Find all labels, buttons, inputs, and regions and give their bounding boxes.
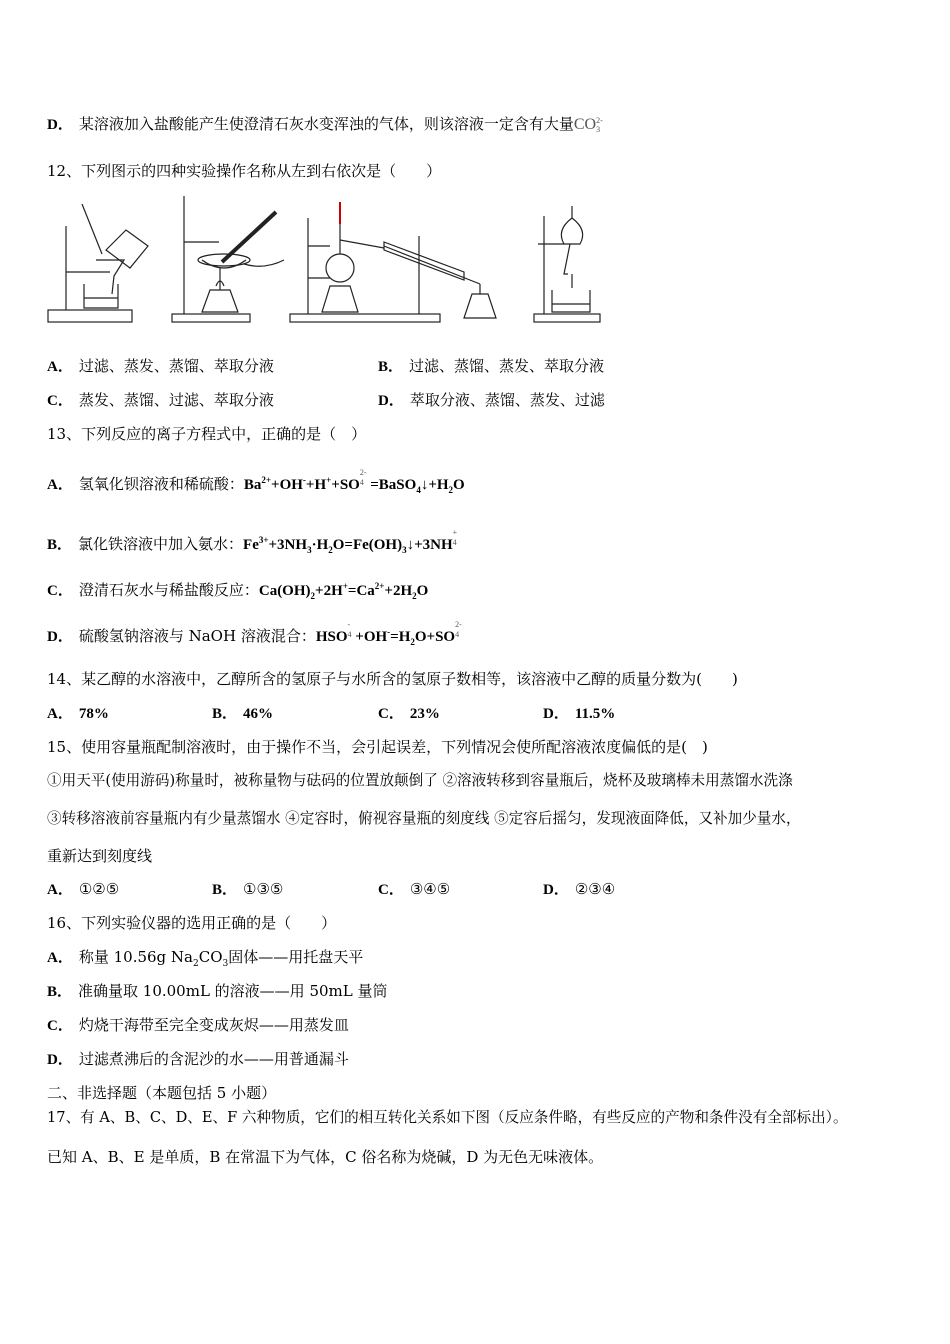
q15-line-1: ①用天平(使用游码)称量时，被称量物与砝码的位置放颠倒了 ②溶液转移到容量瓶后，烧杯及玻璃棒未用蒸馏水洗涤 — [47, 772, 793, 789]
q14-option-c[interactable]: C． 23% — [378, 706, 440, 722]
q16-option-b[interactable]: B． 准确量取 10.00mL 的溶液——用 50mL 量筒 — [47, 982, 388, 1000]
q13-option-a[interactable]: A． 氢氧化钡溶液和稀硫酸：$Ba^{2+}+OH^-+H^++SO$ 2- 4 $=BaSO_4↓+H_2O$ — [47, 467, 465, 495]
q15-line-3: 重新达到刻度线 — [47, 847, 153, 865]
q16-option-a[interactable]: A． 称量 10.56g $Na_2CO_3$固体——用托盘天平 — [47, 948, 364, 969]
option-text: 某溶液加入盐酸能产生使澄清石灰水变浑浊的气体，则该溶液一定含有大量 — [78, 115, 574, 133]
apparatus-figure — [44, 190, 624, 330]
q13-stem: 13、下列反应的离子方程式中，正确的是（ ） — [47, 425, 367, 443]
q14-stem: 14、某乙醇的水溶液中，乙醇所含的氢原子与水所含的氢原子数相等，该溶液中乙醇的质量分数为( ) — [47, 670, 738, 688]
q17-line-1: 17、有 A、B、C、D、E、F 六种物质，它们的相互转化关系如下图（反应条件略，有些反应的产物和条件没有全部标出）。 — [47, 1109, 848, 1126]
q17-line-2: 已知 A、B、E 是单质，B 在常温下为气体，C 俗名称为烧碱，D 为无色无味液体。 — [47, 1148, 604, 1166]
q12-option-a[interactable]: A． 过滤、蒸发、蒸馏、萃取分液 — [47, 357, 274, 375]
q12-stem: 12、下列图示的四种实验操作名称从左到右依次是（ ） — [47, 162, 442, 180]
ion-formula: CO 2- 3 — [573, 116, 603, 135]
q15-stem: 15、使用容量瓶配制溶液时，由于操作不当，会引起误差，下列情况会使所配溶液浓度偏低的是( ) — [47, 738, 708, 756]
q16-option-c[interactable]: C． 灼烧干海带至完全变成灰烬——用蒸发皿 — [47, 1016, 349, 1034]
q15-option-b[interactable]: B． ①③⑤ — [212, 880, 284, 898]
equation: HSO - 4 $+OH^-=H_2O+SO$ 2- 4 — [315, 619, 462, 647]
q12-option-d[interactable]: D． 萃取分液、蒸馏、蒸发、过滤 — [378, 391, 605, 409]
q13-option-b[interactable]: B． 氯化铁溶液中加入氨水：$Fe^{3+}+3NH_3\cdot H_2O=Fe(OH)_3↓+3NH$ + 4 — [47, 527, 458, 555]
evaporation-apparatus — [172, 196, 284, 322]
section-title: 二、非选择题（本题包括 5 小题） — [47, 1084, 277, 1102]
option-label: D． — [47, 117, 73, 133]
equation: $Ba^{2+}+OH^-+H^++SO$ 2- 4 $=BaSO_4↓+H_2O$ — [243, 467, 465, 495]
q15-option-a[interactable]: A． ①②⑤ — [47, 880, 120, 898]
q11-option-d — [47, 114, 603, 135]
q12-option-b[interactable]: B． 过滤、蒸馏、蒸发、萃取分液 — [378, 357, 605, 375]
q13-option-d[interactable]: D． 硫酸氢钠溶液与 NaOH 溶液混合：HSO - 4 $+OH^-=H_2O+SO$ 2- 4 — [47, 619, 462, 647]
q16-option-d[interactable]: D． 过滤煮沸后的含泥沙的水——用普通漏斗 — [47, 1050, 349, 1068]
equation: $Fe^{3+}+3NH_3\cdot H_2O=Fe(OH)_3↓+3NH$ + 4 — [243, 527, 458, 555]
q15-option-c[interactable]: C． ③④⑤ — [378, 880, 451, 898]
q16-stem: 16、下列实验仪器的选用正确的是（ ） — [47, 914, 337, 932]
separatory-funnel-apparatus — [534, 206, 600, 322]
q14-option-a[interactable]: A． 78% — [47, 706, 109, 722]
q15-option-d[interactable]: D． ②③④ — [543, 880, 616, 898]
distillation-apparatus — [290, 202, 496, 322]
q13-option-c[interactable]: C． 澄清石灰水与稀盐酸反应：$Ca(OH)_2+2H^+=Ca^{2+}+2H_2O$ — [47, 581, 429, 601]
q12-option-c[interactable]: C． 蒸发、蒸馏、过滤、萃取分液 — [47, 391, 274, 409]
q15-line-2: ③转移溶液前容量瓶内有少量蒸馏水 ④定容时，俯视容量瓶的刻度线 ⑤定容后摇匀，发现液面降低，又补加少量水， — [47, 810, 801, 827]
filtration-apparatus — [48, 204, 148, 322]
q14-option-b[interactable]: B． 46% — [212, 706, 274, 722]
q14-option-d[interactable]: D． 11.5% — [543, 706, 616, 722]
equation: $Ca(OH)_2+2H^+=Ca^{2+}+2H_2O$ — [258, 581, 429, 601]
